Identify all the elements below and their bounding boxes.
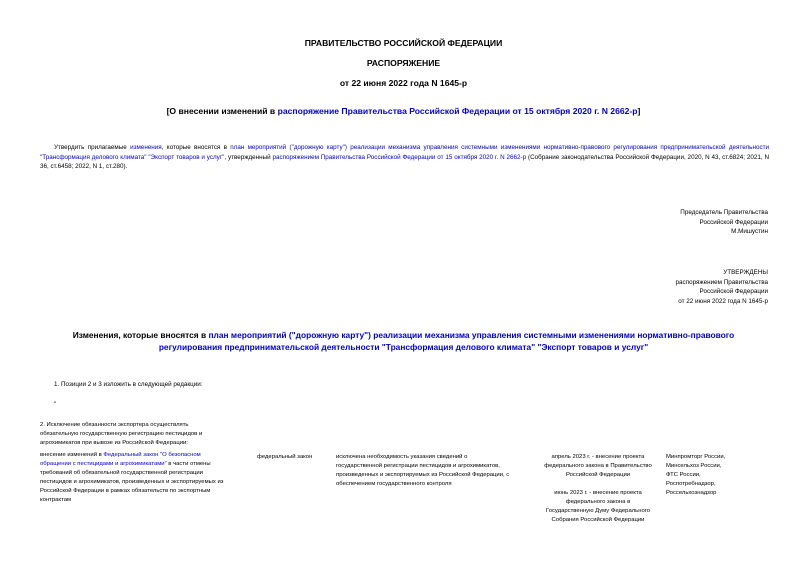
changes-title-link-1[interactable]: план мероприятий ("дорожную карту") реализации механизма управления системными изменениями нормативно-правового: [208, 330, 735, 340]
row-col5: [666, 453, 766, 498]
col3-line-4: обеспечением государственного контроля: [336, 481, 452, 487]
col1-line-6: контрактам: [40, 497, 72, 503]
changes-title-prefix: Изменения, которые вносятся в: [72, 330, 209, 340]
link-changes[interactable]: изменения: [130, 144, 162, 151]
signature-line-3: М.Мишустин: [731, 228, 768, 236]
col1-text-b: в части отмены: [166, 461, 211, 467]
col5-line-4: Роспотребнадзор,: [666, 481, 716, 487]
approved-line-4: от 22 июня 2022 года N 1645-р: [678, 297, 768, 305]
document-subject: [0, 106, 807, 116]
col5-line-3: ФТС России,: [666, 472, 701, 478]
link-order-2662[interactable]: распоряжением Правительства Российской Федерации от 15 октября 2020 г. N 2662-р: [272, 153, 527, 161]
row-col2: федеральный закон: [257, 454, 313, 460]
item-1: 1. Позиции 2 и 3 изложить в следующей редакции:: [54, 381, 203, 388]
col1-line-3: требований об обязательной государственной регистрации: [40, 470, 203, 476]
col5-line-1: Минпромторг России,: [666, 454, 726, 460]
row-heading-line-2: обязательную государственную регистрацию пестицидов и: [40, 431, 203, 437]
subject-prefix: [О внесении изменений в: [166, 106, 278, 116]
col5-line-5: Россельхознадзор: [666, 490, 717, 496]
main-paragraph: [40, 143, 769, 172]
row-col4: [534, 453, 662, 525]
p1-text-c: , утвержденный: [224, 153, 273, 161]
col1-law-link-1[interactable]: Федеральный закон "О безопасном: [103, 452, 201, 458]
signature-line-1: Председатель Правительства: [680, 209, 768, 216]
col4-line-3: Российской Федерации: [565, 472, 631, 478]
col4-line-7: Государственную Думу Федерального: [545, 508, 651, 514]
col3-line-1: исключена необходимость указания сведений о: [336, 454, 468, 460]
link-roadmap[interactable]: план мероприятий ("дорожную карту") реализации механизма управления системными изменениями нормативно-правового регулирования предпринимательской деятельности "Трансформация делового климата" "Экспорт товаров и услуг": [40, 144, 769, 161]
row-col1: [40, 451, 270, 505]
row-heading-line-3: агрохимикатов при вывозе из Российской Федерации:: [40, 440, 188, 446]
col1-law-link-2[interactable]: обращении с пестицидами и агрохимикатами": [40, 461, 167, 467]
quote-mark: ": [54, 401, 57, 408]
col4-line-6: федерального закона в: [565, 499, 631, 505]
col1-line-5: Российской Федерации в рамках обязательств по экспортным: [40, 488, 211, 494]
org-title: ПРАВИТЕЛЬСТВО РОССИЙСКОЙ ФЕДЕРАЦИИ: [304, 38, 503, 48]
col3-line-2: государственной регистрации пестицидов и агрохимикатов,: [336, 463, 500, 469]
col3-line-3: произведенных и экспортируемых из Российской Федерации, с: [336, 472, 510, 478]
changes-title: [0, 329, 807, 353]
col1-line-4: пестицидов и агрохимикатов, произведенных и экспортируемых из: [40, 479, 224, 485]
approved-line-1: УТВЕРЖДЕНЫ: [723, 269, 768, 276]
subject-suffix: ]: [637, 106, 641, 116]
col4-line-1: апрель 2023 г. - внесение проекта: [551, 454, 645, 460]
row-col3: [336, 453, 536, 489]
col4-line-8: Собрания Российской Федерации: [551, 517, 645, 523]
approved-block: [468, 268, 768, 306]
col5-line-2: Минсельхоз России,: [666, 463, 722, 469]
approved-line-2: распоряжением Правительства: [675, 278, 768, 286]
signature-line-2: Российской Федерации: [699, 218, 768, 226]
p1-text-b: , которые вносятся в: [161, 144, 231, 151]
document-date-number: от 22 июня 2022 года N 1645-р: [339, 78, 468, 88]
row-heading-line-1: 2. Исключение обязанности экспортера осуществлять: [40, 422, 189, 428]
col4-line-2: федерального закона в Правительство: [544, 463, 652, 469]
p1-text-a: Утвердить прилагаемые: [54, 144, 131, 151]
p1-text-d: (Собрание законодательства Российской Федерации, 2020, N 43, ст.6824; 2021, N 36, ст.6458; 2022, N 1, ст.280).: [40, 153, 769, 171]
signature-block: [468, 208, 768, 237]
col1-text-a: внесение изменений в: [40, 452, 104, 458]
col4-line-4: [534, 480, 662, 489]
subject-link[interactable]: распоряжение Правительства Российской Федерации от 15 октября 2020 г. N 2662-р: [277, 106, 638, 116]
document-type: РАСПОРЯЖЕНИЕ: [366, 58, 441, 68]
approved-line-3: Российской Федерации: [699, 288, 768, 296]
col4-line-5: июнь 2023 г. - внесение проекта: [554, 490, 642, 496]
changes-title-link-2[interactable]: регулирования предпринимательской деятельности "Трансформация делового климата" "Экспорт товаров и услуг": [158, 342, 649, 352]
row-heading: [40, 421, 270, 448]
